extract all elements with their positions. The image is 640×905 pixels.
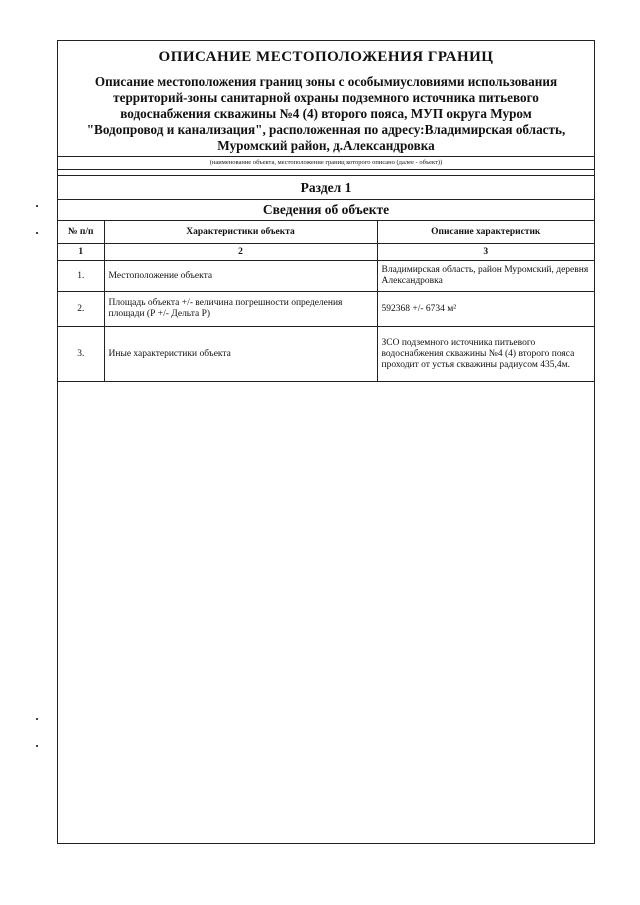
row-num: 2. — [58, 292, 104, 327]
index-cell: 2 — [104, 244, 377, 261]
header-description: Описание характеристик — [377, 221, 594, 244]
subject-line: водоснабжения скважины №4 (4) второго пояса, МУП округа Муром — [120, 106, 532, 121]
header-num: № п/п — [58, 221, 104, 244]
section-title: Раздел 1 — [58, 175, 594, 199]
subject-line: территорий-зоны санитарной охраны подземного источника питьевого — [113, 90, 539, 105]
scan-mark — [36, 718, 38, 720]
document-title: ОПИСАНИЕ МЕСТОПОЛОЖЕНИЯ ГРАНИЦ — [158, 49, 494, 65]
section-subtitle: Сведения об объекте — [58, 199, 594, 220]
table-header-row — [58, 221, 594, 244]
subject-line: Муромский район, д.Александровка — [217, 138, 435, 153]
header-characteristic: Характеристики объекта — [104, 221, 377, 244]
scan-mark — [36, 205, 38, 207]
subject-line: Описание местоположения границ зоны с особымиусловиями использования — [94, 74, 558, 89]
scan-mark — [36, 232, 38, 234]
scan-mark — [36, 745, 38, 747]
row-characteristic: Площадь объекта +/- величина погрешности определения площади (Р +/- Дельта Р) — [104, 292, 377, 327]
row-description: 592368 +/- 6734 м² — [377, 292, 594, 327]
row-description: ЗСО подземного источника питьевого водоснабжения скважины №4 (4) второго пояса проходит от устья скважины радиусом 435,4м. — [377, 327, 594, 382]
subject-note: (наименование объекта, местоположение границ которого описано (далее - объект)) — [209, 159, 443, 166]
subject-line: "Водопровод и канализация", расположенная по адресу:Владимирская область, — [86, 122, 566, 137]
row-description: Владимирская область, район Муромский, деревня Александровка — [377, 261, 594, 292]
row-num: 1. — [58, 261, 104, 292]
row-num: 3. — [58, 327, 104, 382]
table-row — [58, 292, 594, 327]
row-characteristic: Местоположение объекта — [104, 261, 377, 292]
index-cell: 3 — [377, 244, 594, 261]
index-cell: 1 — [58, 244, 104, 261]
subject-block — [66, 74, 586, 90]
table-index-row — [58, 244, 594, 261]
row-characteristic: Иные характеристики объекта — [104, 327, 377, 382]
table-row — [58, 261, 594, 292]
document-header — [58, 41, 594, 154]
table-row — [58, 327, 594, 382]
characteristics-table — [58, 220, 594, 382]
document-frame — [57, 40, 595, 844]
